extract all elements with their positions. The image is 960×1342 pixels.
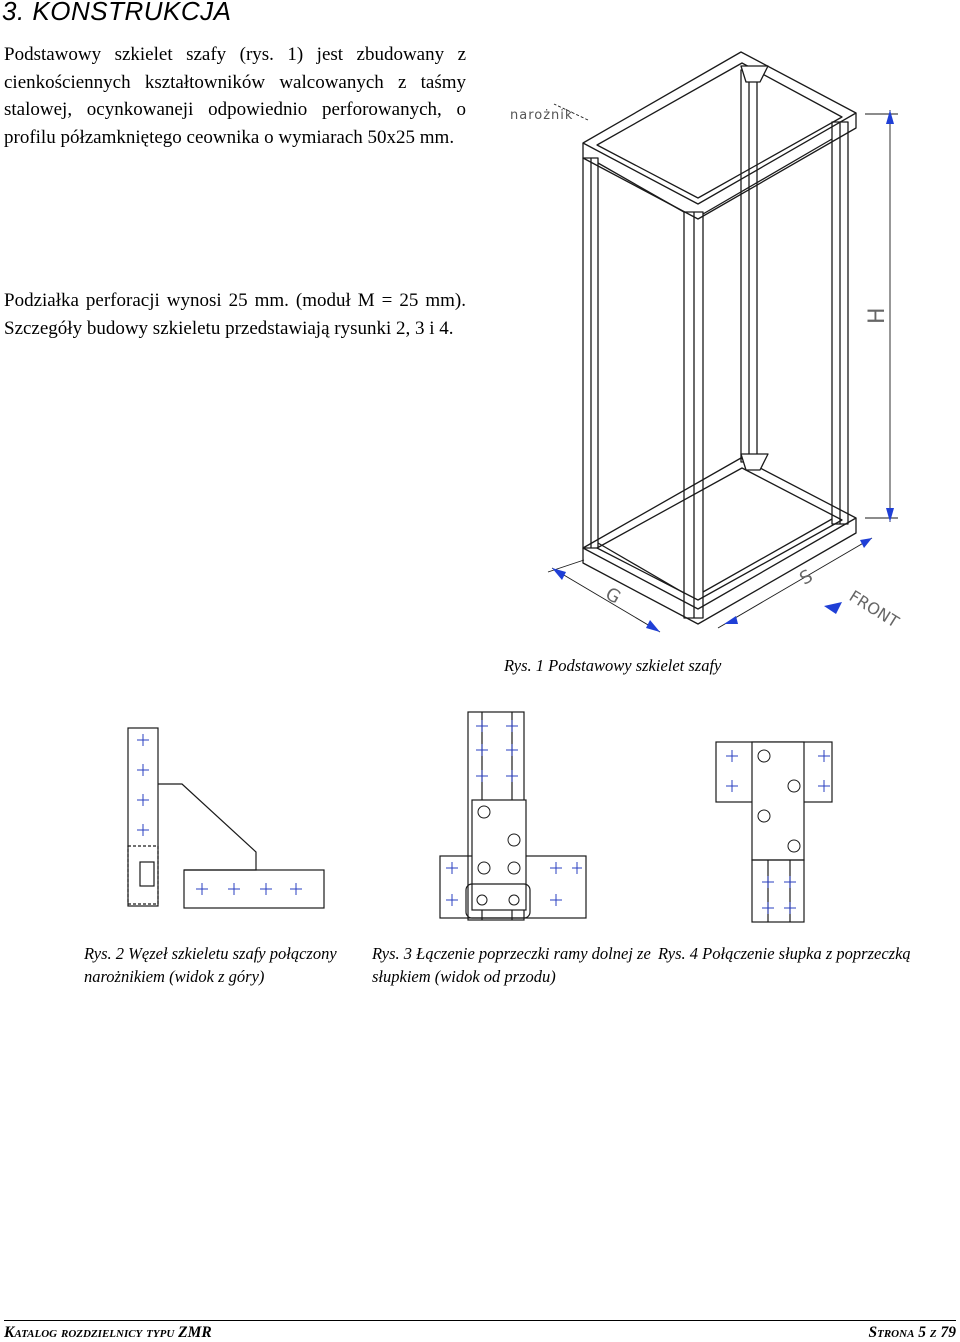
depth-label: G [601,583,625,609]
top-frame-outline [583,52,856,204]
perforation-holes-vertical [137,734,149,836]
corner-bracket-bottom [741,454,768,470]
perforation-paragraph: Podziałka perforacji wynosi 25 mm. (moduł M = 25 mm). Szczegóły budowy szkieletu przedstawiają rysunki 2, 3 i 4. [4,290,466,339]
frame-node-drawing [110,716,330,916]
perforation-holes-horizontal [196,883,302,895]
post-rail-connection-drawing [710,736,840,928]
corner-label: narożnik [510,108,574,123]
footer-page-number: Strona 5 z 79 [868,1324,956,1341]
front-label: FRONT [845,586,903,632]
figure2-caption: Rys. 2 Węzeł szkieletu szafy połączony narożnikiem (widok z góry) [84,944,337,986]
figure1-caption: Rys. 1 Podstawowy szkielet szafy [504,656,722,675]
width-label: S [796,565,817,590]
rail-post-joint-drawing [432,706,592,926]
corner-bracket-top [741,66,768,82]
intro-paragraph: Podstawowy szkielet szafy (rys. 1) jest zbudowany z cienkościennych kształtowników walcowanych z taśmy stalowej, ocynkowaneji odpowiednio perforowanych, o profilu półzamkniętego ceownika o wymiarach 50x25 mm. [4,44,466,148]
section-heading: 3. KONSTRUKCJA [2,0,232,26]
footer-catalog-title: Katalog rozdzielnicy typu ZMR [4,1324,212,1341]
footer-rule [4,1320,956,1321]
figure4-caption: Rys. 4 Połączenie słupka z poprzeczką [658,944,911,963]
figure3-caption: Rys. 3 Łączenie poprzeczki ramy dolnej ze słupkiem (widok od przodu) [372,944,651,986]
cabinet-frame-drawing [500,40,920,650]
height-label: H [865,307,890,324]
